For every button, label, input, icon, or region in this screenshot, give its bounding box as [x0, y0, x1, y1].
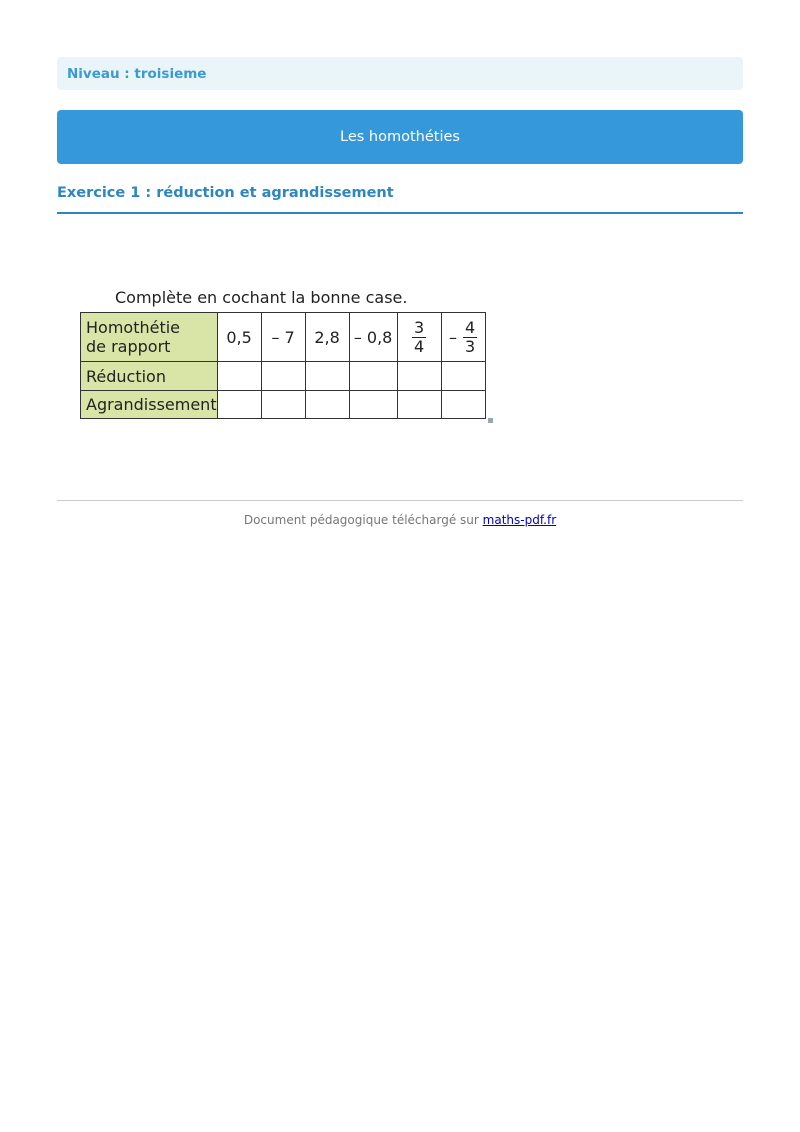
footer-divider	[57, 500, 743, 501]
level-label: Niveau : troisieme	[67, 65, 207, 82]
exercise-instruction: Complète en cochant la bonne case.	[115, 288, 408, 307]
header-line-2: de rapport	[86, 337, 171, 356]
checkbox-cell[interactable]	[441, 391, 485, 419]
checkbox-cell[interactable]	[349, 362, 397, 391]
row-label-reduction: Réduction	[81, 362, 218, 391]
page-title: Les homothéties	[340, 129, 460, 145]
checkbox-cell[interactable]	[217, 362, 261, 391]
checkbox-cell[interactable]	[305, 362, 349, 391]
checkbox-cell[interactable]	[397, 391, 441, 419]
fraction-negative	[463, 319, 477, 356]
checkbox-cell[interactable]	[217, 391, 261, 419]
table-row-enlargement	[81, 391, 486, 419]
footer-text: Document pédagogique téléchargé sur	[243, 513, 479, 527]
row-label-enlargement: Agrandissement	[81, 391, 218, 419]
checkbox-cell[interactable]	[349, 391, 397, 419]
fraction-numerator: 3	[414, 317, 425, 337]
checkbox-cell[interactable]	[397, 362, 441, 391]
ratio-cell-3: 2,8	[305, 313, 349, 362]
checkbox-cell[interactable]	[261, 362, 305, 391]
footer	[0, 513, 800, 527]
table-row-reduction	[81, 362, 486, 391]
header-cell-homothety	[81, 313, 218, 362]
fraction-sign: –	[449, 327, 457, 347]
resize-handle	[488, 418, 493, 423]
fraction-denominator: 4	[414, 336, 425, 356]
ratio-cell-4: – 0,8	[349, 313, 397, 362]
fraction-numerator: 4	[465, 317, 476, 337]
footer-link[interactable]: maths-pdf.fr	[482, 513, 557, 527]
ratio-cell-5	[397, 313, 441, 362]
table-row-ratios	[81, 313, 486, 362]
ratio-cell-1: 0,5	[217, 313, 261, 362]
checkbox-cell[interactable]	[305, 391, 349, 419]
title-banner	[57, 110, 743, 164]
ratio-cell-2: – 7	[261, 313, 305, 362]
fraction-denominator: 3	[465, 336, 476, 356]
ratio-table	[80, 312, 486, 419]
exercise-title: Exercice 1 : réduction et agrandissement	[57, 185, 743, 214]
fraction-positive	[412, 319, 426, 356]
checkbox-cell[interactable]	[441, 362, 485, 391]
checkbox-cell[interactable]	[261, 391, 305, 419]
header-line-1: Homothétie	[86, 318, 181, 337]
level-bar	[57, 57, 743, 90]
ratio-cell-6	[441, 313, 485, 362]
